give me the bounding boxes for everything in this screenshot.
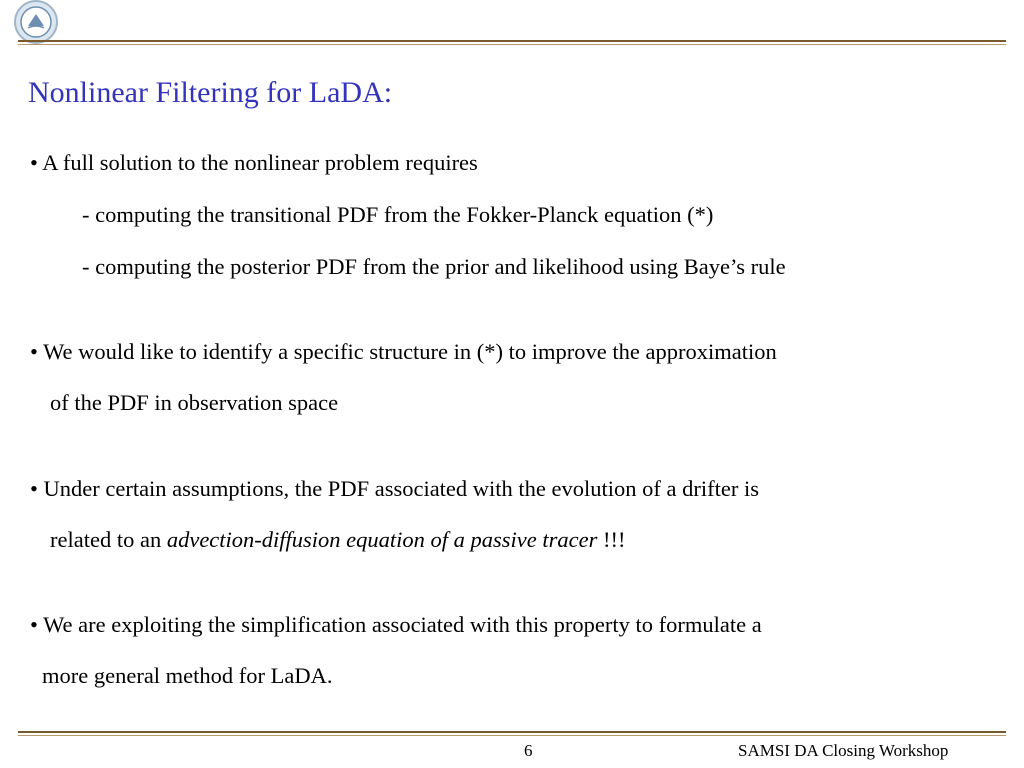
bullet-3-continuation [50, 529, 626, 552]
header-rule [18, 40, 1006, 42]
footer-event-name: SAMSI DA Closing Workshop [738, 741, 949, 760]
page-number: 6 [524, 741, 533, 760]
footer-rule-thin [18, 735, 1006, 736]
footer-rule [18, 731, 1006, 733]
bullet-2: • We would like to identify a specific structure in (*) to improve the approximation [30, 339, 777, 364]
bullet-3-emphasis: advection-diffusion equation of a passive tracer [166, 527, 598, 552]
slide-title: Nonlinear Filtering for LaDA: [28, 76, 393, 109]
bullet-1-subitem-1: - computing the transitional PDF from the Fokker-Planck equation (*) [82, 202, 714, 227]
bullet-3-suffix: !!! [597, 527, 626, 552]
bullet-1-subitem-2: - computing the posterior PDF from the prior and likelihood using Baye’s rule [82, 254, 786, 279]
bullet-4-continuation: more general method for LaDA. [42, 663, 333, 688]
bullet-3: • Under certain assumptions, the PDF associated with the evolution of a drifter is [30, 476, 759, 501]
bullet-1: • A full solution to the nonlinear problem requires [30, 150, 478, 175]
institution-seal-icon [14, 0, 58, 44]
bullet-3-prefix: related to an [50, 527, 167, 552]
bullet-4: • We are exploiting the simplification associated with this property to formulate a [30, 612, 762, 637]
header-rule-thin [18, 44, 1006, 45]
bullet-2-continuation: of the PDF in observation space [50, 390, 339, 415]
